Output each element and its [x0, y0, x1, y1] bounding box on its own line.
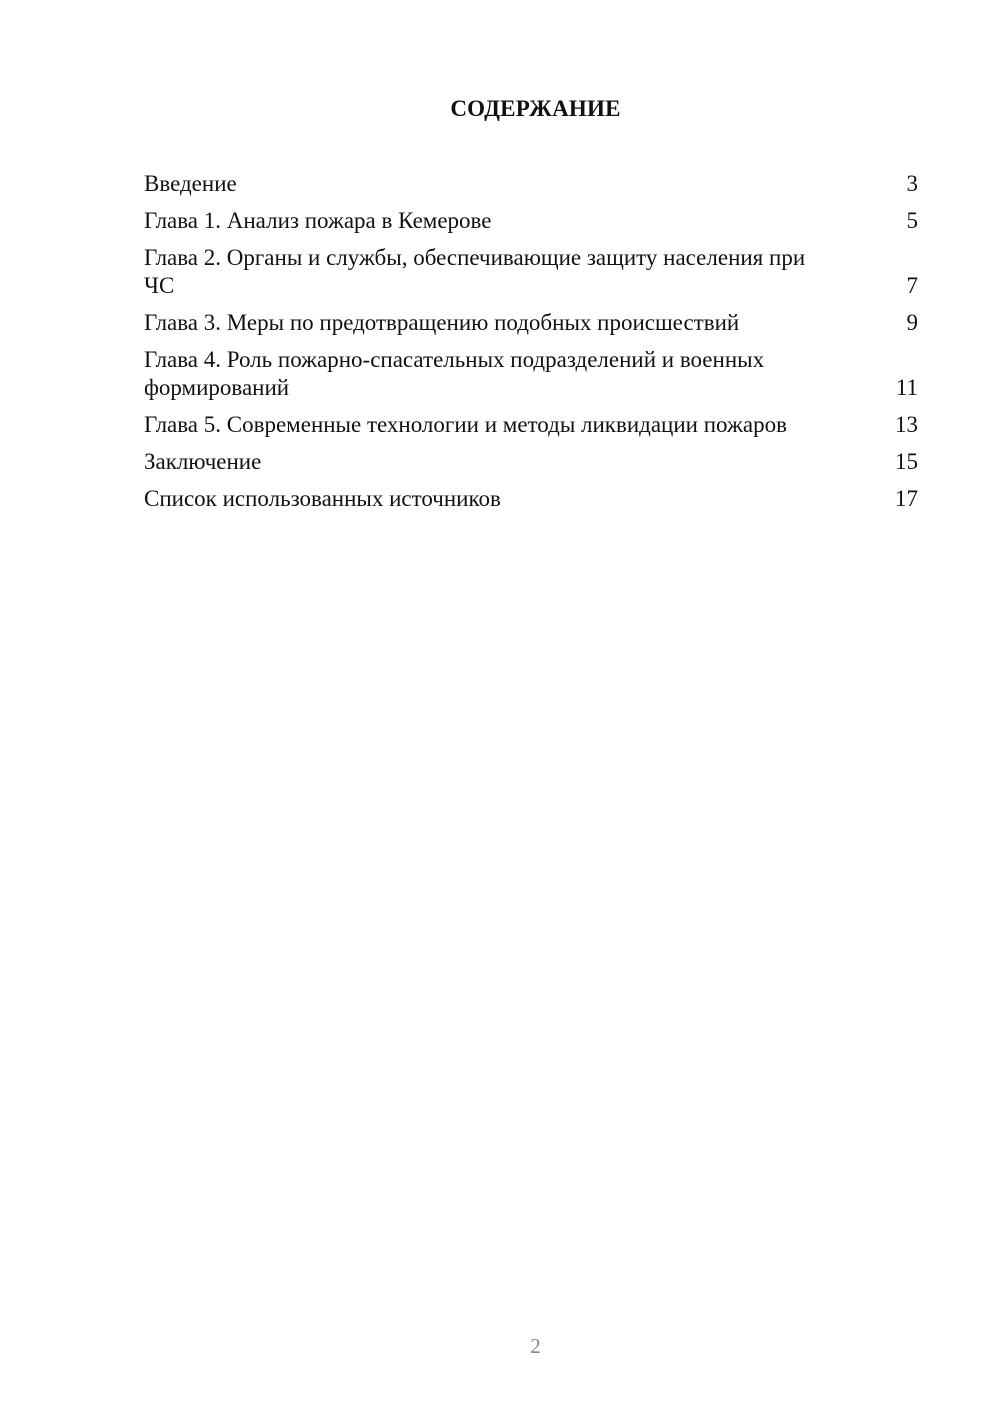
toc-entry-label: Заключение [144, 449, 262, 474]
toc-entry-page: 15 [895, 449, 918, 474]
toc-entry-conclusion [144, 448, 918, 476]
toc-entry-page: 5 [906, 208, 918, 233]
toc-entry-introduction [144, 170, 918, 198]
toc-entry-page: 13 [895, 412, 918, 437]
toc-entry-label: Глава 2. Органы и службы, обеспечивающие защиту населения при ЧС [144, 245, 806, 298]
toc-entry-page: 9 [906, 310, 918, 335]
page-number: 2 [530, 1334, 541, 1358]
toc-entry-label: Глава 5. Современные технологии и методы ликвидации пожаров [144, 412, 787, 437]
toc-entry-page: 7 [906, 273, 918, 298]
toc-entry-chapter-2 [144, 244, 918, 300]
page-title: СОДЕРЖАНИЕ [450, 96, 621, 121]
table-of-contents [144, 170, 918, 522]
toc-entry-label: Глава 3. Меры по предотвращению подобных происшествий [144, 310, 740, 335]
toc-entry-label: Введение [144, 171, 237, 196]
toc-entry-page: 11 [895, 375, 918, 400]
toc-entry-chapter-4 [144, 346, 918, 402]
toc-entry-chapter-3 [144, 309, 918, 337]
toc-entry-label: Глава 1. Анализ пожара в Кемерове [144, 208, 492, 233]
toc-entry-page: 17 [895, 486, 918, 511]
toc-entry-chapter-1 [144, 207, 918, 235]
toc-entry-label: Глава 4. Роль пожарно-спасательных подразделений и военных формирований [144, 347, 765, 400]
toc-entry-chapter-5 [144, 411, 918, 439]
toc-entry-label: Список использованных источников [144, 486, 501, 511]
toc-entry-references [144, 485, 918, 513]
toc-entry-page: 3 [906, 171, 918, 196]
